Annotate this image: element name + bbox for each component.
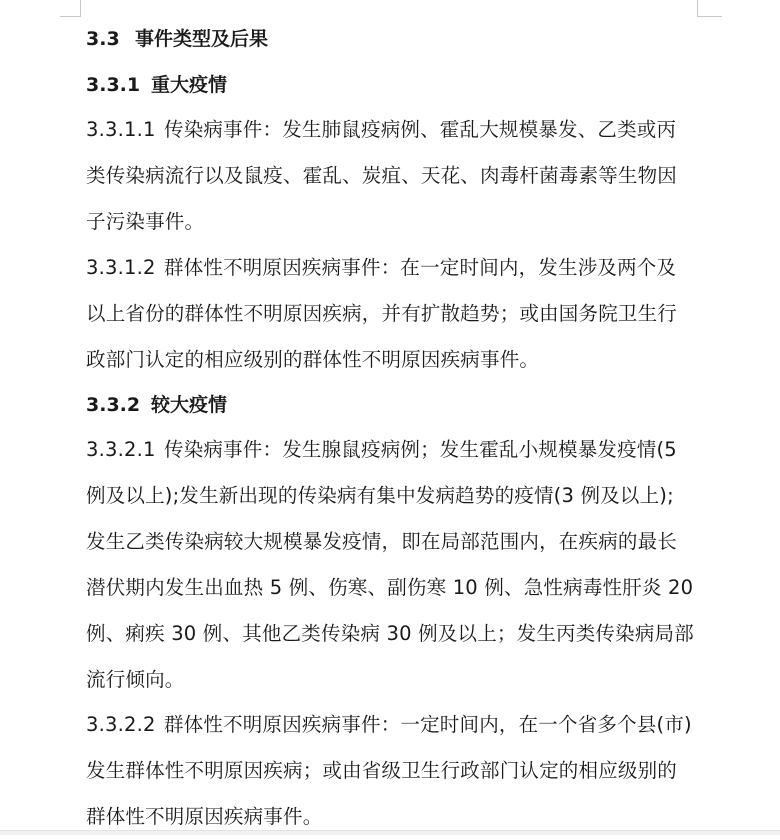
paragraph-text: 传染病事件：发生肺鼠疫病例、霍乱大规模暴发、乙类或丙 — [164, 118, 677, 141]
paragraph-line: 子污染事件。 — [86, 210, 205, 233]
page-corner-mark-right — [697, 0, 722, 17]
paragraph-line — [86, 245, 700, 291]
paragraph — [86, 107, 700, 245]
paragraph-line: 流行倾向。 — [86, 668, 185, 691]
paragraph — [86, 245, 700, 383]
subsection-title: 重大疫情 — [151, 74, 228, 96]
paragraph-line: 潜伏期内发生出血热 5 例、伤寒、副伤寒 10 例、急性病毒性肝炎 20 — [86, 576, 694, 599]
paragraph-line: 政部门认定的相应级别的群体性不明原因疾病事件。 — [86, 348, 540, 371]
paragraph-line: 发生乙类传染病较大规模暴发疫情，即在局部范围内，在疾病的最长 — [86, 530, 678, 553]
paragraph-text: 群体性不明原因疾病事件：在一定时间内，发生涉及两个及 — [164, 256, 677, 279]
section-number: 3.3 — [86, 28, 120, 50]
subsection-number: 3.3.2 — [86, 394, 141, 416]
paragraph-text: 群体性不明原因疾病事件：一定时间内，在一个省多个县(市) — [164, 713, 692, 736]
section-title: 事件类型及后果 — [135, 28, 269, 50]
paragraph-line — [86, 107, 700, 153]
paragraph-line: 类传染病流行以及鼠疫、霍乱、炭疽、天花、肉毒杆菌毒素等生物因 — [86, 164, 678, 187]
page-corner-mark-left — [60, 0, 81, 17]
paragraph-line: 群体性不明原因疾病事件。 — [86, 805, 323, 828]
page-bottom-edge — [0, 830, 780, 835]
paragraph-number: 3.3.2.2 — [86, 713, 156, 736]
paragraph-number: 3.3.2.1 — [86, 438, 156, 461]
paragraph-line: 发生群体性不明原因疾病；或由省级卫生行政部门认定的相应级别的 — [86, 759, 678, 782]
paragraph-number: 3.3.1.2 — [86, 256, 156, 279]
paragraph-number: 3.3.1.1 — [86, 118, 156, 141]
subsection-heading — [86, 73, 227, 97]
paragraph-line — [86, 702, 700, 748]
paragraph-line: 例、痢疾 30 例、其他乙类传染病 30 例及以上；发生丙类传染病局部 — [86, 622, 694, 645]
subsection-title: 较大疫情 — [151, 394, 228, 416]
paragraph — [86, 427, 700, 703]
paragraph-line: 例及以上);发生新出现的传染病有集中发病趋势的疫情(3 例及以上); — [86, 484, 674, 507]
subsection-heading — [86, 393, 227, 417]
section-heading — [86, 27, 268, 51]
subsection-number: 3.3.1 — [86, 74, 141, 96]
paragraph-line: 以上省份的群体性不明原因疾病，并有扩散趋势；或由国务院卫生行 — [86, 302, 678, 325]
paragraph-line — [86, 427, 700, 473]
paragraph-text: 传染病事件：发生腺鼠疫病例；发生霍乱小规模暴发疫情(5 — [164, 438, 677, 461]
paragraph — [86, 702, 700, 840]
